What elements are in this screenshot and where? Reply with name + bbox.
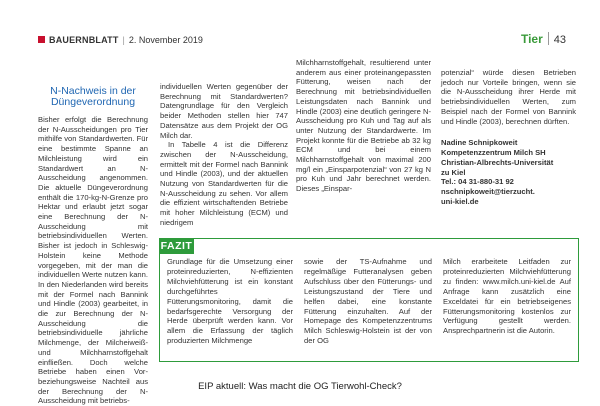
column-2 bbox=[160, 82, 288, 228]
fazit-label: FAZIT bbox=[160, 240, 193, 252]
author-org: Kompetenzzentrum Milch SH bbox=[441, 148, 546, 158]
author-block bbox=[441, 138, 576, 207]
section-heading bbox=[38, 86, 148, 108]
column-4-text: potenzial“ würde diesen Betrieben jedoch nur Vorteile bringen, wenn sie die N-Ausscheidung ihrer Herde mit betriebsindividuellen Werten, zum Beispiel nach der Formel von Bannink und Hindle (2003), berechnen dürften. bbox=[441, 68, 576, 126]
header-divider bbox=[548, 32, 549, 45]
fazit-column-2: sowie der TS-Aufnahme und regelmäßige Futteranalysen geben Aufschluss über den Fütterungs- und Leistungszustand der Tiere und helfen dabei, eine konstante Fütterung einzuhalten. Auf der Homepage des Kompetenzzentrums Milch Schleswig-Holstein ist der von der OG bbox=[304, 257, 432, 346]
column-3 bbox=[296, 58, 431, 194]
author-email-2: uni-kiel.de bbox=[441, 197, 479, 206]
column-1-text: Bisher erfolgt die Berechnung der N-Ausscheidungen pro Tier mithilfe von Standardwerten. Für eine bestimmte Spanne an Milchleistung wird ein Standardwert an N-Ausscheidung angenommen. Die aktuelle Düngeverordnung enthält die 170-kg-N-Grenze pro Hektar und erlaubt jetzt sogar eine Berechnung der N-Ausscheidung mit betriebsindividuellen Werten. Bisher ist jedoch in Schleswig-Holstein keine Methode vorgegeben, mit der man die individuellen Werte nutzen kann. In den Niederlanden wird bereits mit der Formel nach Bannink und Hindle (2003) gearbeitet, in die zur Berechnung der N-Ausscheidung die betriebsindividuelle jährliche Milchmenge, der Milcheiweiß- und Milchharnstoffgehalt einfließen. Doch welche Betriebe haben einen Vor- beziehungsweise Nachteil aus der Berechnung der N-Ausscheidung mit betriebs- bbox=[38, 115, 148, 406]
column-3-text: Milchharnstoffgehalt, resultierend unter anderem aus einer proteinangepassten Fütterung, weisen nach der Berechnung mit betriebsindividuellen Leistungsdaten nach Bannink und Hindle (2003) eine deutlich geringere N-Ausscheidung pro Kuh und Tag auf als unter Nutzung der Standardwerte. Im Projekt konnte für die Betriebe ab 32 kg ECM und bei einem Milchharnstoffgehalt von maximal 200 mg/l ein „Einsparpotenzial“ von 27 kg N pro Kuh und Jahr berechnet werden. Dieses „Einspar- bbox=[296, 58, 431, 194]
fazit-box bbox=[159, 238, 579, 362]
header-right bbox=[521, 30, 566, 48]
brand-square-icon bbox=[38, 36, 45, 43]
fazit-column-3: Milch erarbeitete Leitfaden zur proteinreduzierten Milchviehfütterung zu finden: www.milch.uni-kiel.de Auf Anfrage kann zusätzlich eine Exceldatei für ein betriebseigenes Fütterungsmonitoring kostenlos zur Verfügung gestellt werden. Ansprechpartnerin ist die Autorin. bbox=[443, 257, 571, 336]
author-email-1: nschnipkoweit@tierzucht. bbox=[441, 187, 535, 197]
footer-teaser: EIP aktuell: Was macht die OG Tierwohl-Check? bbox=[198, 381, 402, 392]
section-heading-line1: N-Nachweis in der bbox=[50, 85, 136, 97]
header-left bbox=[38, 35, 203, 45]
column-1 bbox=[38, 86, 148, 406]
fazit-column-1: Grundlage für die Umsetzung einer proteinreduzierten, N-effizienten Milchviehfütterung ist ein konstant durchgeführtes Fütterungsmonitoring, damit die bedarfsgerechte Versorgung der Herde überprüft werden kann. Vor allem die Erfassung der täglich produzierten Milchmenge bbox=[167, 257, 293, 346]
author-name: Nadine Schnipkoweit bbox=[441, 138, 518, 148]
page-number: 43 bbox=[553, 34, 566, 46]
author-phone: Tel.: 04 31-880-31 92 bbox=[441, 177, 514, 187]
header-brand: BAUERNBLATT bbox=[49, 35, 119, 45]
author-university: Christian-Albrechts-Universität bbox=[441, 157, 554, 167]
author-city: zu Kiel bbox=[441, 167, 466, 177]
header-separator: | bbox=[122, 35, 125, 45]
section-name: Tier bbox=[520, 32, 543, 46]
column-2-text: individuellen Werten gegenüber der Berechnung mit Standardwerten? Datengrundlage für den Vergleich beider Methoden stellen hier 747 Datensätze aus dem Projekt der OG Milch dar. bbox=[160, 82, 288, 140]
section-heading-line2: Düngeverordnung bbox=[50, 96, 136, 108]
column-4 bbox=[441, 68, 576, 207]
column-2-text-2: In Tabelle 4 ist die Differenz zwischen der N-Ausscheidung, ermittelt mit der Formel nach Bannink und Hindle (2003), und der aktuellen Nutzung von Standardwerten für die N-Ausscheidung zu sehen. Vor allem die effizient wirtschaftenden Betriebe mit hoher Milchleistung (ECM) und niedrigem bbox=[160, 140, 288, 227]
header-date: 2. November 2019 bbox=[128, 35, 203, 45]
